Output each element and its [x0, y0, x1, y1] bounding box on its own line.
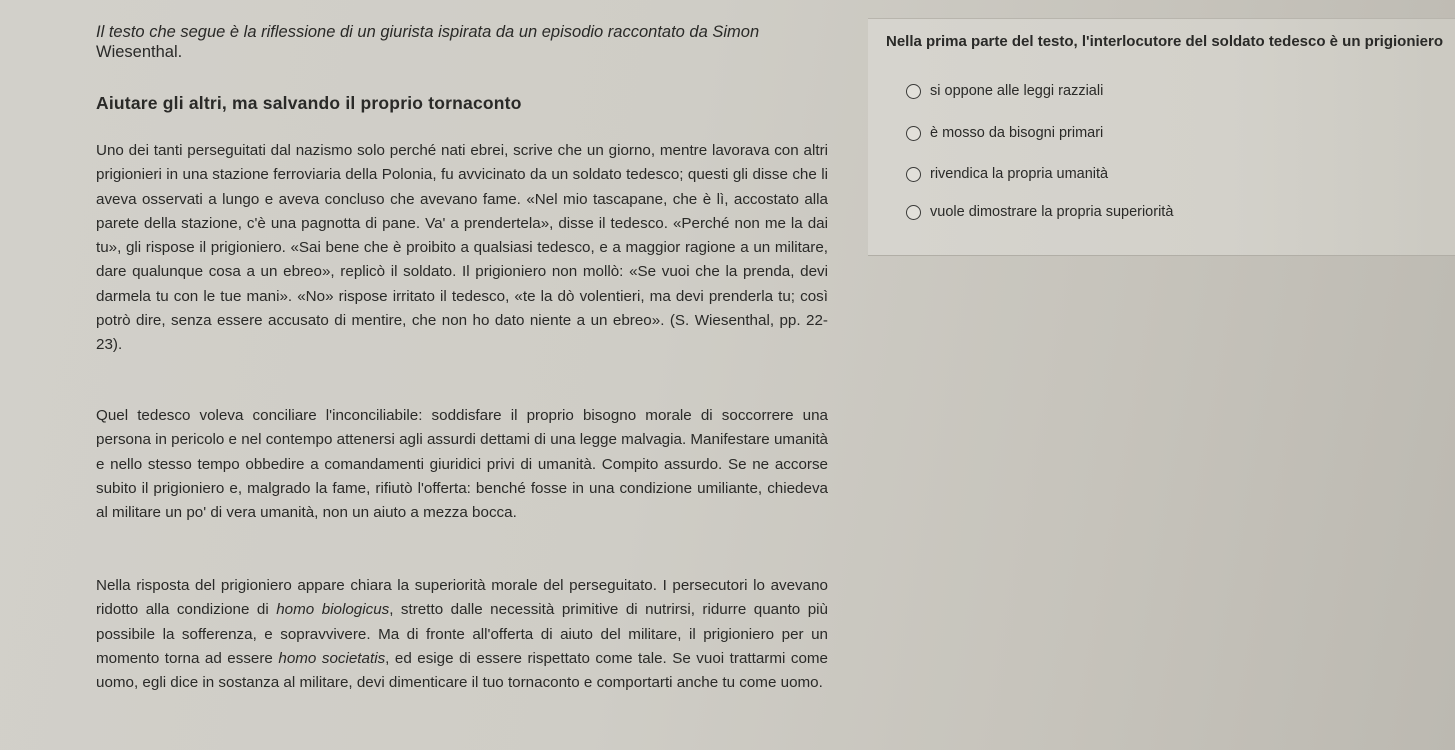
answer-option-3[interactable]: [906, 166, 1108, 182]
radio-button-icon[interactable]: [906, 205, 921, 220]
paragraph-3-part-2: , stretto dalle necessità primitive di nutrirsi, ridurre quanto più possibile la sofferenza, e sopravvivere. Ma di fronte all'offerta di aiuto del militare, il prigioniero per un momento torna ad essere: [96, 601, 828, 667]
paragraph-3-part-1: Nella risposta del prigioniero appare chiara la superiorità morale del perseguitato. I persecutori lo avevano ridotto alla condizione di: [96, 577, 828, 619]
paragraph-2: Quel tedesco voleva conciliare l'inconciliabile: soddisfare il proprio bisogno morale di soccorrere una persona in pericolo e nel contempo attenersi agli assurdi dettami di una legge malvagia. Manifestare umanità e nello stesso tempo obbedire a comandamenti giuridici privi di umanità. Compito assurdo. Se ne accorse subito il prigioniero e, malgrado la fame, rifiutò l'offerta: benché fosse in una condizione umiliante, chiedeva al militare un po' di vera umanità, non un aiuto a mezza bocca.: [96, 407, 828, 522]
answer-option-1[interactable]: [906, 83, 1103, 99]
answer-option-4[interactable]: [906, 204, 1173, 220]
radio-button-icon[interactable]: [906, 167, 921, 182]
passage-title: Aiutare gli altri, ma salvando il proprio tornaconto: [96, 93, 522, 113]
question-text: Nella prima parte del testo, l'interlocutore del soldato tedesco è un prigioniero: [886, 33, 1444, 50]
intro-line-1: Il testo che segue è la riflessione di un giurista ispirata da un episodio raccontato da Simon: [96, 23, 760, 41]
paragraph-3: [96, 574, 828, 695]
answer-option-2[interactable]: [906, 125, 1103, 141]
answer-option-label: rivendica la propria umanità: [930, 166, 1109, 182]
answer-option-label: è mosso da bisogni primari: [930, 125, 1104, 141]
reading-passage: [96, 22, 828, 692]
paragraph-1: Uno dei tanti perseguitati dal nazismo solo perché nati ebrei, scrive che un giorno, mentre lavorava con altri prigionieri in una stazione ferroviaria della Polonia, fu avvicinato da un soldato tedesco; questi gli disse che li aveva osservati a lungo e aveva concluso che avevano fame. «Nel mio tascapane, che è lì, accostato alla parete della stazione, c'è una pagnotta di pane. Va' a prendertela», disse il tedesco. «Perché non me la dai tu», gli rispose il prigioniero. «Sai bene che è proibito a qualsiasi tedesco, e a maggior ragione a un militare, dare qualunque cosa a un ebreo», replicò il soldato. Il prigioniero non mollò: «Se vuoi che la prenda, devi darmela tu con le tue mani». «No» rispose irritato il tedesco, «te la dò volentieri, ma devi prenderla tu; così potrò dire, senza essere accusato di mentire, che non ho dato niente a un ebreo». (S. Wiesenthal, pp. 22-23).: [96, 142, 828, 354]
answer-option-label: vuole dimostrare la propria superiorità: [930, 204, 1174, 220]
intro-text: [96, 22, 828, 62]
paragraph-3-part-3: , ed esige di essere rispettato come tale. Se vuoi trattarmi come uomo, egli dice in sostanza al militare, devi dimenticare il tuo tornaconto e comportarti anche tu come uomo.: [96, 649, 828, 692]
radio-button-icon[interactable]: [906, 126, 921, 141]
radio-button-icon[interactable]: [906, 84, 921, 99]
paragraph-3-italic-1: homo biologicus: [276, 601, 390, 619]
question-panel: [868, 18, 1455, 256]
intro-line-2: Wiesenthal.: [96, 43, 183, 61]
answer-option-label: si oppone alle leggi razziali: [930, 83, 1104, 99]
paragraph-3-italic-2: homo societatis: [278, 649, 386, 667]
